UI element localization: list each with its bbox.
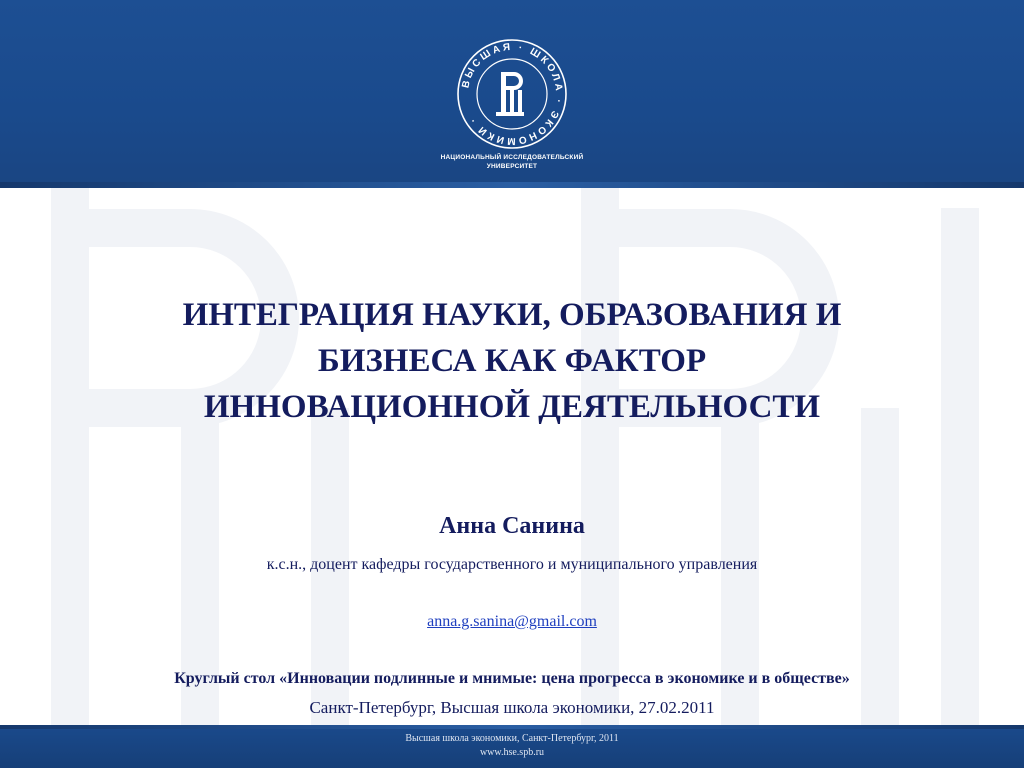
university-caption-line1: НАЦИОНАЛЬНЫЙ ИССЛЕДОВАТЕЛЬСКИЙ: [440, 154, 584, 161]
watermark-pattern-icon: [0, 188, 1024, 725]
author-name: Анна Санина: [439, 513, 585, 539]
logo-ring-text: ВЫСШАЯ · ШКОЛА · ЭКОНОМИКИ ·: [460, 41, 565, 147]
title-line-2: БИЗНЕСА КАК ФАКТОР: [317, 343, 707, 379]
footer-copyright: Высшая школа экономики, Санкт-Петербург, 2011: [405, 733, 619, 744]
title-line-1: ИНТЕГРАЦИЯ НАУКИ, ОБРАЗОВАНИЯ И: [182, 297, 842, 333]
author-email-link[interactable]: anna.g.sanina@gmail.com: [427, 613, 597, 630]
slide-title: [60, 292, 964, 430]
footer-band: [0, 725, 1024, 768]
header-band: [0, 0, 1024, 188]
title-line-3: ИННОВАЦИОННОЙ ДЕЯТЕЛЬНОСТИ: [203, 389, 821, 425]
footer-website: www.hse.spb.ru: [479, 747, 545, 758]
hse-logo: [456, 38, 568, 150]
university-caption-line2: УНИВЕРСИТЕТ: [486, 163, 538, 170]
university-caption: [412, 153, 612, 171]
place-and-date: Санкт-Петербург, Высшая школа экономики, 27.02.2011: [309, 698, 715, 717]
hse-logo-icon: [456, 38, 568, 150]
event-title: Круглый стол «Инновации подлинные и мнимые: цена прогресса в экономике и в обществе»: [174, 670, 850, 687]
author-position: к.с.н., доцент кафедры государственного и муниципального управления: [266, 556, 758, 573]
footer-stripe: [0, 725, 1024, 729]
logo-watermark: [0, 188, 1024, 725]
